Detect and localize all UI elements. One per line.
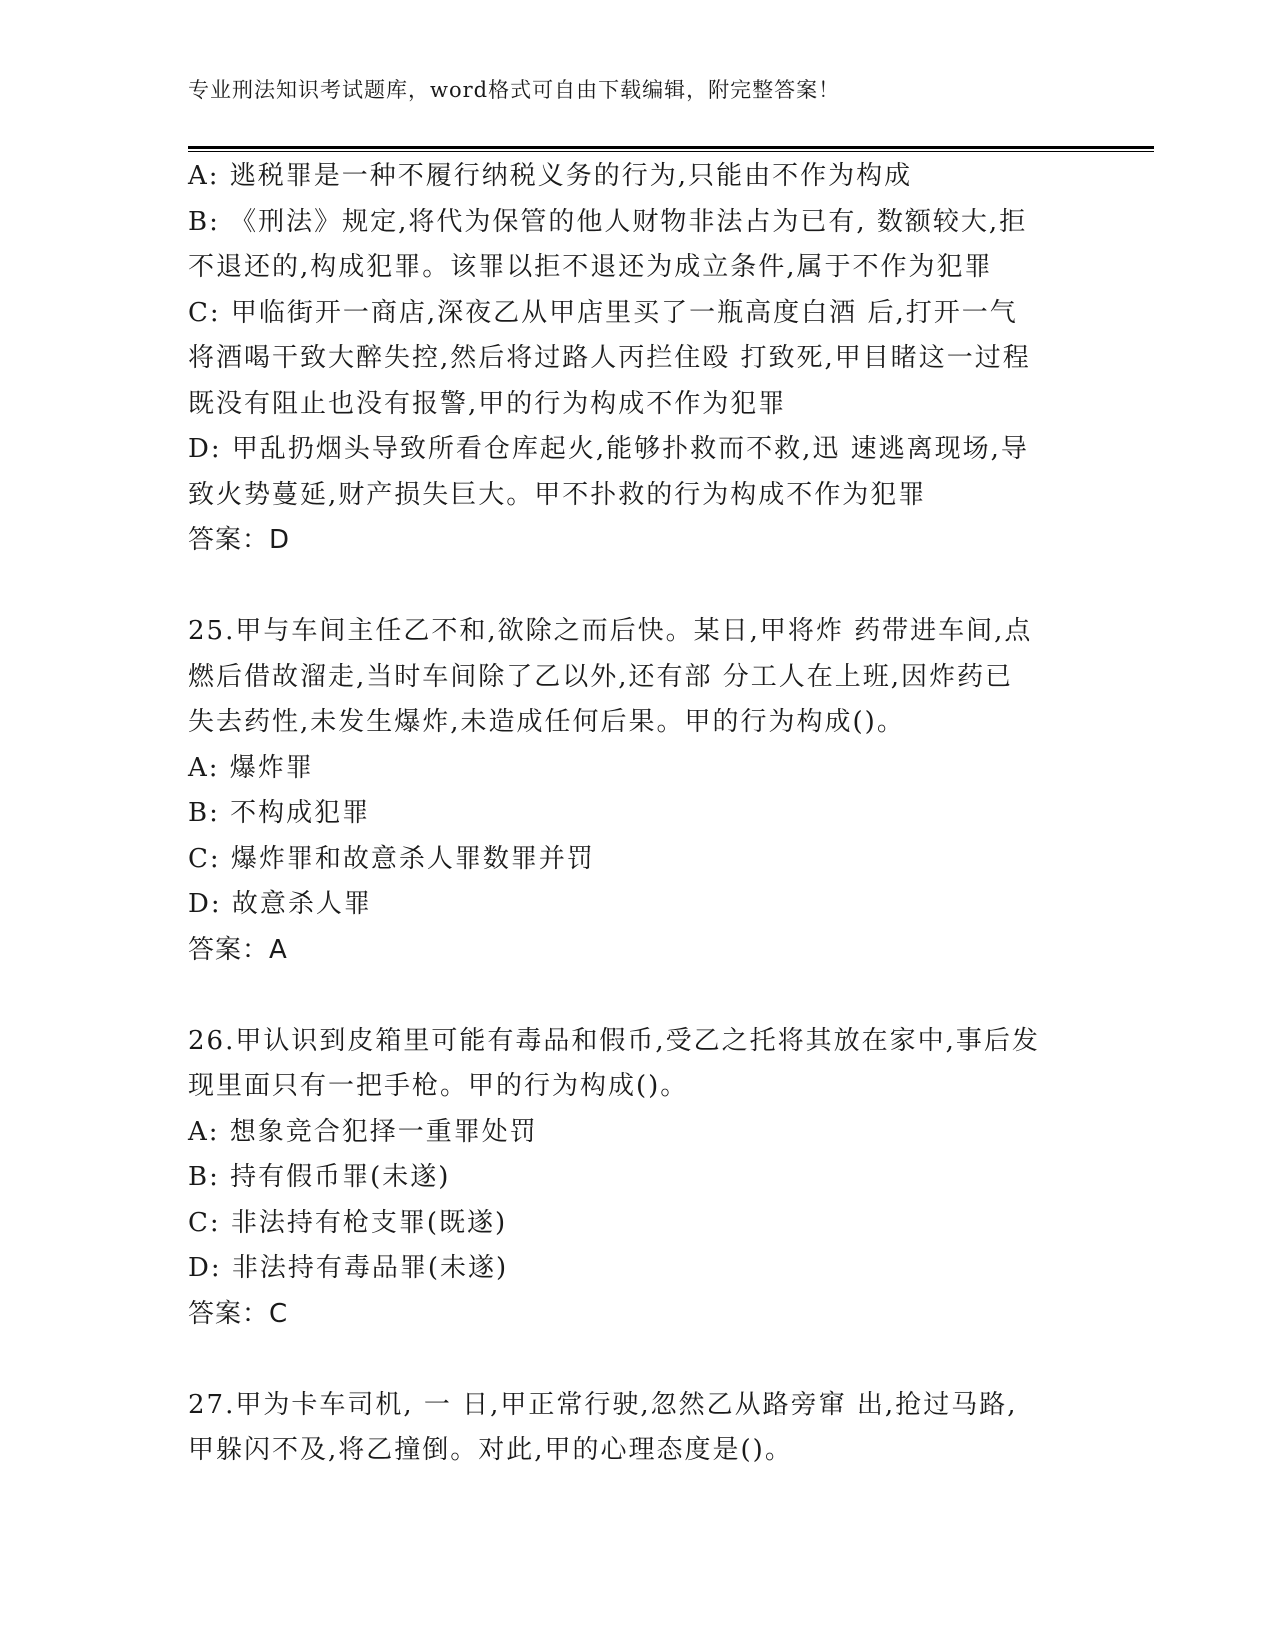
text-line: C: 甲临街开一商店,深夜乙从甲店里买了一瓶高度白酒 后,打开一气 [188, 297, 1018, 328]
answer-line: 答案：C [188, 1298, 289, 1329]
spacer [188, 564, 1088, 610]
spacer [188, 973, 1088, 1019]
header-rule-thick [188, 146, 1154, 149]
text-line: 不退还的,构成犯罪。该罪以拒不退还为成立条件,属于不作为犯罪 [188, 252, 993, 282]
option-b: B: 不构成犯罪 [188, 798, 371, 828]
spacer [188, 1337, 1088, 1383]
question-content [188, 154, 1088, 1474]
answer-line: 答案：A [188, 934, 288, 965]
text-line: D: 甲乱扔烟头导致所看仓库起火,能够扑救而不救,迅 速逃离现场,导 [188, 434, 1029, 464]
text-line: 致火势蔓延,财产损失巨大。甲不扑救的行为构成不作为犯罪 [188, 479, 927, 510]
text-line: 将酒喝干致大醉失控,然后将过路人丙拦住殴 打致死,甲目睹这一过程 [188, 343, 1031, 373]
option-b: B: 持有假币罪(未遂) [188, 1162, 451, 1192]
question-stem-line: 失去药性,未发生爆炸,未造成任何后果。甲的行为构成()。 [188, 707, 905, 737]
option-d: D: 故意杀人罪 [188, 889, 372, 919]
question-block [188, 609, 1088, 973]
question-block [188, 1383, 1088, 1474]
option-a: A: 想象竞合犯择一重罪处罚 [188, 1116, 538, 1147]
document-header: 专业刑法知识考试题库，word格式可自由下载编辑，附完整答案！ [188, 78, 841, 102]
option-d: D: 非法持有毒品罪(未遂) [188, 1253, 509, 1283]
text-line: B: 《刑法》规定,将代为保管的他人财物非法占为已有, 数额较大,拒 [188, 206, 1028, 237]
question-stem-line: 26.甲认识到皮箱里可能有毒品和假币,受乙之托将其放在家中,事后发 [188, 1025, 1040, 1056]
question-stem-line: 25.甲与车间主任乙不和,欲除之而后快。某日,甲将炸 药带进车间,点 [188, 616, 1033, 646]
option-c: C: 爆炸罪和故意杀人罪数罪并罚 [188, 843, 595, 874]
text-line: A: 逃税罪是一种不履行纳税义务的行为,只能由不作为构成 [188, 161, 913, 191]
option-c: C: 非法持有枪支罪(既遂) [188, 1207, 508, 1238]
answer-line: 答案：D [188, 525, 291, 555]
question-stem-line: 甲躲闪不及,将乙撞倒。对此,甲的心理态度是()。 [188, 1435, 793, 1465]
option-a: A: 爆炸罪 [188, 752, 314, 783]
header-rule-thin [188, 151, 1154, 152]
question-stem-line: 27.甲为卡车司机, 一 日,甲正常行驶,忽然乙从路旁窜 出,抢过马路, [188, 1389, 1018, 1420]
question-block [188, 1019, 1088, 1338]
question-stem-line: 燃后借故溜走,当时车间除了乙以外,还有部 分工人在上班,因炸药已 [188, 661, 1014, 692]
question-block [188, 154, 1088, 564]
question-stem-line: 现里面只有一把手枪。甲的行为构成()。 [188, 1071, 689, 1101]
text-line: 既没有阻止也没有报警,甲的行为构成不作为犯罪 [188, 388, 787, 419]
